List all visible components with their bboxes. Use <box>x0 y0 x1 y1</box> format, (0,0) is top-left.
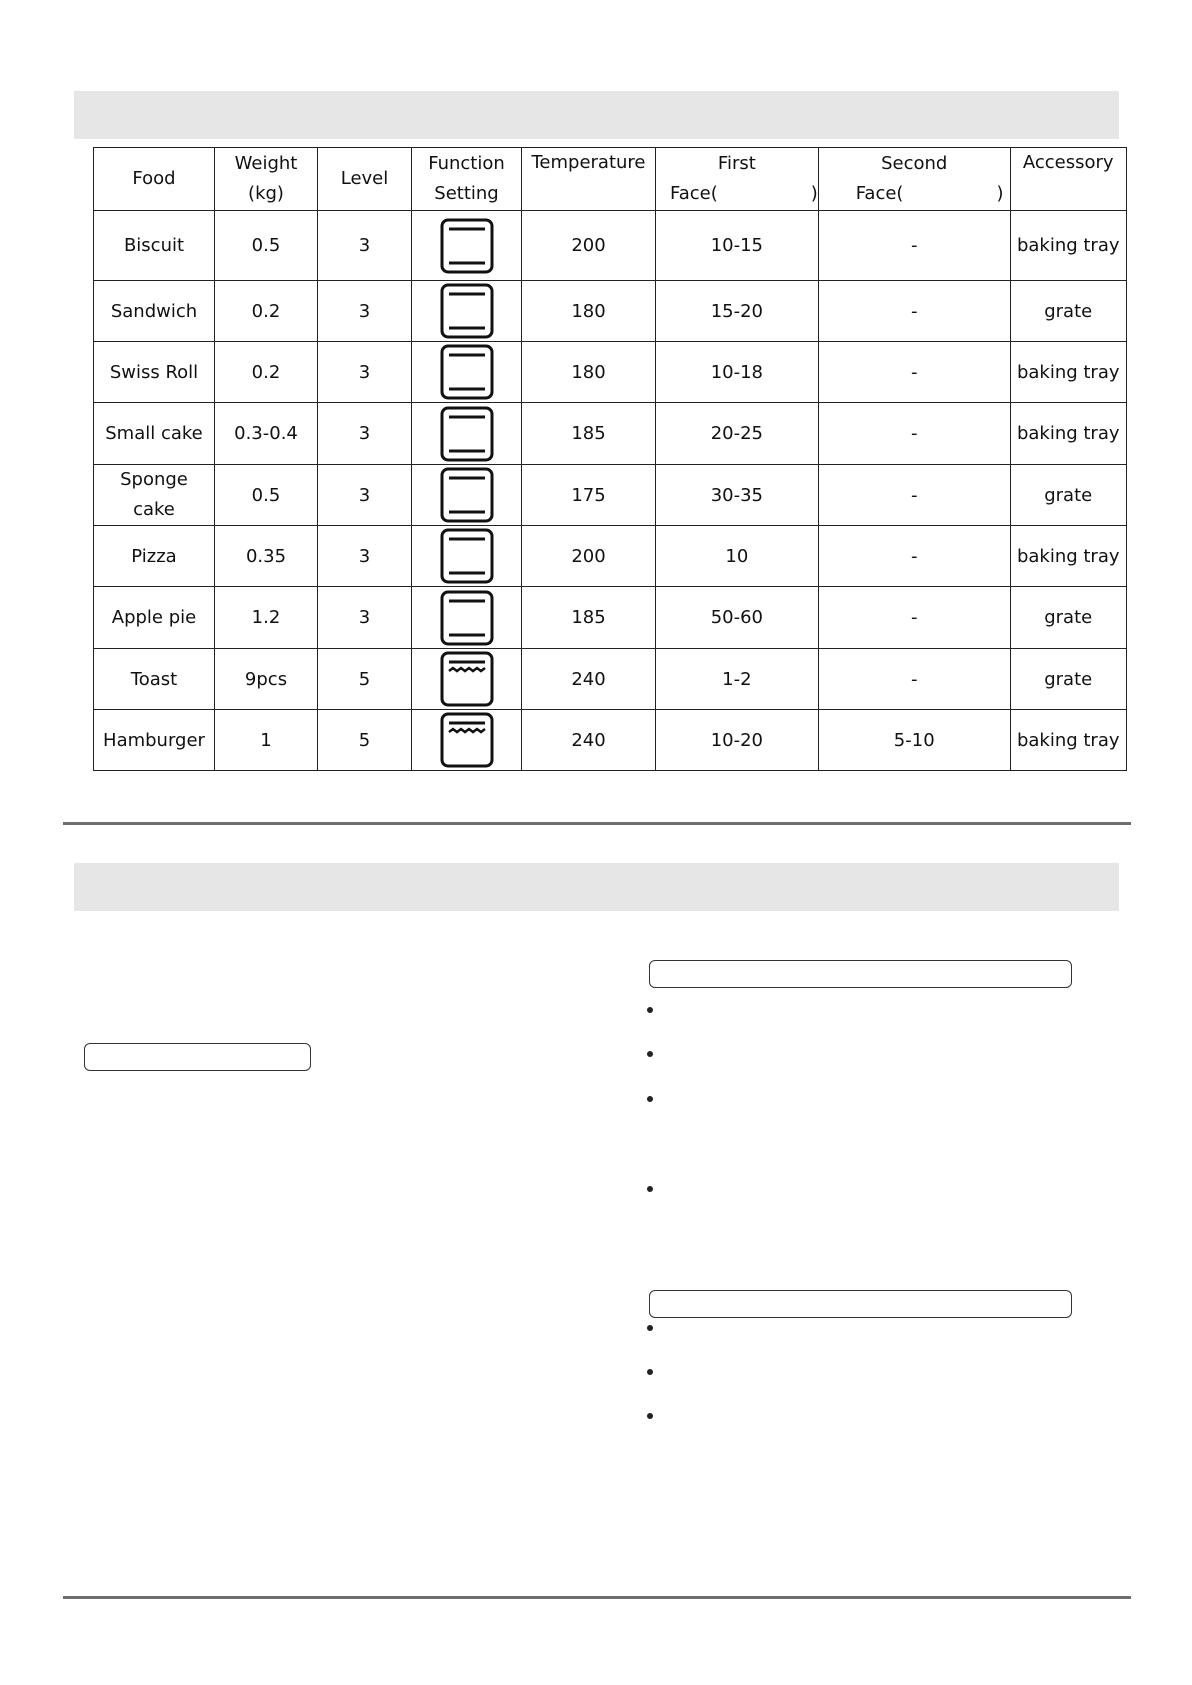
cell-food: Biscuit <box>94 211 215 281</box>
header-accessory: Accessory <box>1010 148 1126 211</box>
conventional-heating-icon <box>440 406 494 462</box>
cell-level: 3 <box>318 211 412 281</box>
bullet-point <box>647 1007 653 1013</box>
section-header-band-middle <box>74 863 1119 911</box>
cell-accessory: grate <box>1010 281 1126 342</box>
cell-level: 3 <box>318 403 412 465</box>
cell-accessory: baking tray <box>1010 211 1126 281</box>
cell-food: Sponge cake <box>94 465 215 526</box>
cell-first: 10-18 <box>656 342 819 403</box>
cell-function <box>412 211 522 281</box>
cell-weight: 0.2 <box>215 342 318 403</box>
cell-temperature: 240 <box>522 710 656 771</box>
conventional-heating-icon <box>440 218 494 274</box>
cell-accessory: grate <box>1010 587 1126 649</box>
cell-weight: 0.35 <box>215 526 318 587</box>
cell-level: 3 <box>318 587 412 649</box>
cell-temperature: 180 <box>522 342 656 403</box>
bullet-point <box>647 1325 653 1331</box>
table-row <box>94 342 1127 403</box>
header-function: Function Setting <box>412 148 522 211</box>
cell-accessory: grate <box>1010 649 1126 710</box>
cell-second: - <box>818 342 1010 403</box>
cell-second: 5-10 <box>818 710 1010 771</box>
cell-function <box>412 649 522 710</box>
cell-temperature: 185 <box>522 587 656 649</box>
grill-icon <box>440 712 494 768</box>
subheading-box-right-bottom <box>649 1290 1072 1318</box>
cell-level: 3 <box>318 281 412 342</box>
section-header-band-top <box>74 91 1119 139</box>
cell-first: 10-15 <box>656 211 819 281</box>
cell-temperature: 240 <box>522 649 656 710</box>
conventional-heating-icon <box>440 528 494 584</box>
conventional-heating-icon <box>440 344 494 400</box>
conventional-heating-icon <box>440 590 494 646</box>
table-row <box>94 281 1127 342</box>
cell-food: Pizza <box>94 526 215 587</box>
cell-accessory: grate <box>1010 465 1126 526</box>
cell-accessory: baking tray <box>1010 403 1126 465</box>
header-first-face: First Face( ) <box>656 148 819 211</box>
table-row <box>94 710 1127 771</box>
cooking-table <box>93 147 1127 771</box>
cell-food: Small cake <box>94 403 215 465</box>
cell-food: Swiss Roll <box>94 342 215 403</box>
bullet-point <box>647 1413 653 1419</box>
cell-weight: 0.3-0.4 <box>215 403 318 465</box>
conventional-heating-icon <box>440 283 494 339</box>
cell-weight: 1 <box>215 710 318 771</box>
cell-food: Apple pie <box>94 587 215 649</box>
cell-first: 15-20 <box>656 281 819 342</box>
cell-second: - <box>818 465 1010 526</box>
cell-first: 10 <box>656 526 819 587</box>
bullet-point <box>647 1186 653 1192</box>
cell-second: - <box>818 649 1010 710</box>
table-row <box>94 526 1127 587</box>
cell-second: - <box>818 281 1010 342</box>
cell-temperature: 200 <box>522 211 656 281</box>
cell-level: 5 <box>318 649 412 710</box>
subheading-box-left <box>84 1043 311 1071</box>
cell-level: 3 <box>318 526 412 587</box>
table-header-row <box>94 148 1127 211</box>
cell-level: 5 <box>318 710 412 771</box>
cell-function <box>412 403 522 465</box>
header-second-face: Second Face( ) <box>818 148 1010 211</box>
cell-function <box>412 465 522 526</box>
cell-second: - <box>818 211 1010 281</box>
header-level: Level <box>318 148 412 211</box>
cell-food: Toast <box>94 649 215 710</box>
divider-line <box>63 822 1131 825</box>
cell-weight: 1.2 <box>215 587 318 649</box>
cell-temperature: 185 <box>522 403 656 465</box>
cell-function <box>412 526 522 587</box>
cell-temperature: 180 <box>522 281 656 342</box>
cell-temperature: 175 <box>522 465 656 526</box>
cell-first: 1-2 <box>656 649 819 710</box>
cell-accessory: baking tray <box>1010 710 1126 771</box>
cell-weight: 0.5 <box>215 465 318 526</box>
header-weight: Weight (kg) <box>215 148 318 211</box>
cell-level: 3 <box>318 342 412 403</box>
grill-icon <box>440 651 494 707</box>
header-temperature: Temperature <box>522 148 656 211</box>
cell-first: 50-60 <box>656 587 819 649</box>
cell-second: - <box>818 526 1010 587</box>
header-food: Food <box>94 148 215 211</box>
cell-second: - <box>818 403 1010 465</box>
table-row <box>94 403 1127 465</box>
cell-accessory: baking tray <box>1010 342 1126 403</box>
cell-function <box>412 281 522 342</box>
cell-function <box>412 710 522 771</box>
cell-level: 3 <box>318 465 412 526</box>
table-row <box>94 587 1127 649</box>
conventional-heating-icon <box>440 467 494 523</box>
cell-accessory: baking tray <box>1010 526 1126 587</box>
cell-first: 30-35 <box>656 465 819 526</box>
cell-first: 10-20 <box>656 710 819 771</box>
cell-weight: 0.2 <box>215 281 318 342</box>
subheading-box-right-top <box>649 960 1072 988</box>
bullet-point <box>647 1096 653 1102</box>
cell-food: Sandwich <box>94 281 215 342</box>
cell-food: Hamburger <box>94 710 215 771</box>
cell-function <box>412 342 522 403</box>
bullet-point <box>647 1369 653 1375</box>
cell-weight: 9pcs <box>215 649 318 710</box>
footer-divider-line <box>63 1596 1131 1599</box>
bullet-point <box>647 1051 653 1057</box>
cell-weight: 0.5 <box>215 211 318 281</box>
table-row <box>94 465 1127 526</box>
cell-first: 20-25 <box>656 403 819 465</box>
table-row <box>94 211 1127 281</box>
cell-second: - <box>818 587 1010 649</box>
cell-temperature: 200 <box>522 526 656 587</box>
table-row <box>94 649 1127 710</box>
cell-function <box>412 587 522 649</box>
